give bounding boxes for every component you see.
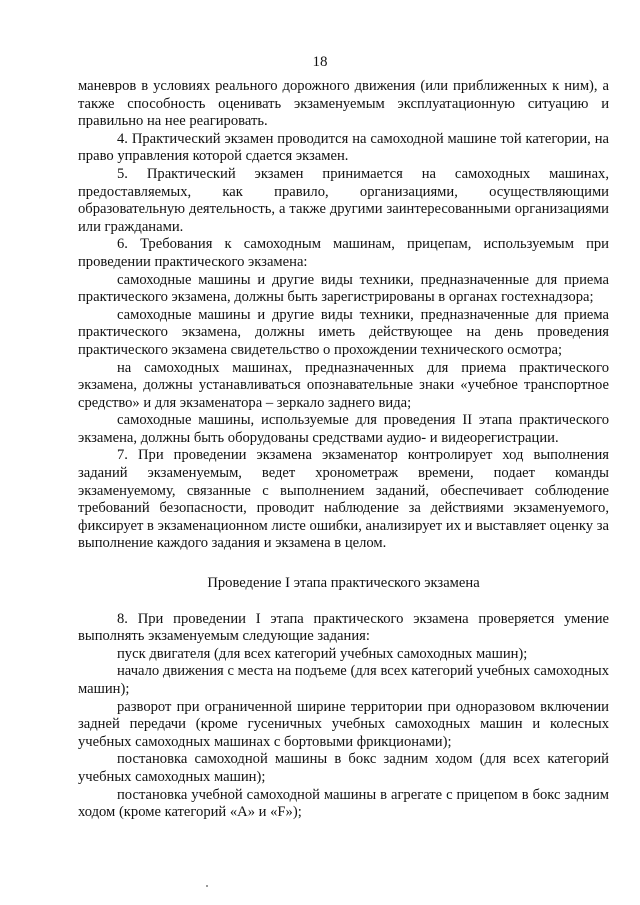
paragraph-requirement-signs: на самоходных машинах, предназначенных для приема практического экзамена, должны устанавливаться опознавательные знаки «учебное транспортное средство» и для экзаменатора – зеркало заднего вида;: [78, 359, 609, 411]
paragraph-item-8: 8. При проведении I этапа практического экзамена проверяется умение выполнять экзаменуемым следующие задания:: [78, 610, 609, 645]
page-number: 18: [312, 54, 328, 70]
paragraph-item-7: 7. При проведении экзамена экзаменатор контролирует ход выполнения заданий экзаменуемым, ведет хронометраж времени, подает команды экзаменуемому, связанные с выполнением заданий, обеспечивает соблюдение требований безопасности, проводит наблюдение за действиями экзаменуемого, фиксирует в экзаменационном листе ошибки, анализирует их и выставляет оценку за выполнение каждого задания и экзамена в целом.: [78, 447, 609, 552]
section-heading: Проведение I этапа практического экзамена: [207, 575, 480, 592]
paragraph-item-4: 4. Практический экзамен проводится на самоходной машине той категории, на право управления которой сдается экзамен.: [78, 130, 609, 165]
paragraph-task-engine-start: пуск двигателя (для всех категорий учебных самоходных машин);: [117, 645, 528, 662]
paragraph-continuation: маневров в условиях реального дорожного движения (или приближенных к ним), а также способность оценивать экзаменуемым эксплуатационную ситуацию и правильно на нее реагировать.: [78, 78, 609, 130]
paragraph-requirement-recording: самоходные машины, используемые для проведения II этапа практического экзамена, должны быть оборудованы средствами аудио- и видеорегистрации.: [78, 412, 609, 446]
paragraph-item-5: 5. Практический экзамен принимается на самоходных машинах, предоставляемых, как правило, организациями, осуществляющими образовательную деятельность, а также другими заинтересованными организациями или гражданами.: [78, 165, 609, 235]
paragraph-task-u-turn: разворот при ограниченной ширине территории при одноразовом включении задней передачи (кроме гусеничных учебных самоходных машин и колесных учебных самоходных машинах с бортовыми фрикционами);: [78, 698, 609, 750]
paragraph-task-trailer-box: постановка учебной самоходной машины в агрегате с прицепом в бокс задним ходом (кроме категорий «А» и «F»);: [78, 786, 609, 821]
paragraph-item-6: 6. Требования к самоходным машинам, прицепам, используемым при проведении практического экзамена:: [78, 236, 609, 270]
paragraph-task-hill-start: начало движения с места на подъеме (для всех категорий учебных самоходных машин);: [78, 663, 609, 697]
paragraph-requirement-registration: самоходные машины и другие виды техники, предназначенные для приема практического экзамена, должны быть зарегистрированы в органах гостехнадзора;: [78, 271, 609, 306]
scan-mark: [206, 885, 208, 887]
paragraph-requirement-inspection: самоходные машины и другие виды техники, предназначенные для приема практического экзамена, должны иметь действующее на день проведения практического экзамена свидетельство о прохождении технического осмотра;: [78, 306, 609, 358]
document-body: [78, 78, 609, 822]
paragraph-task-box-reverse: постановка самоходной машины в бокс задним ходом (для всех категорий учебных самоходных машин);: [78, 751, 609, 785]
